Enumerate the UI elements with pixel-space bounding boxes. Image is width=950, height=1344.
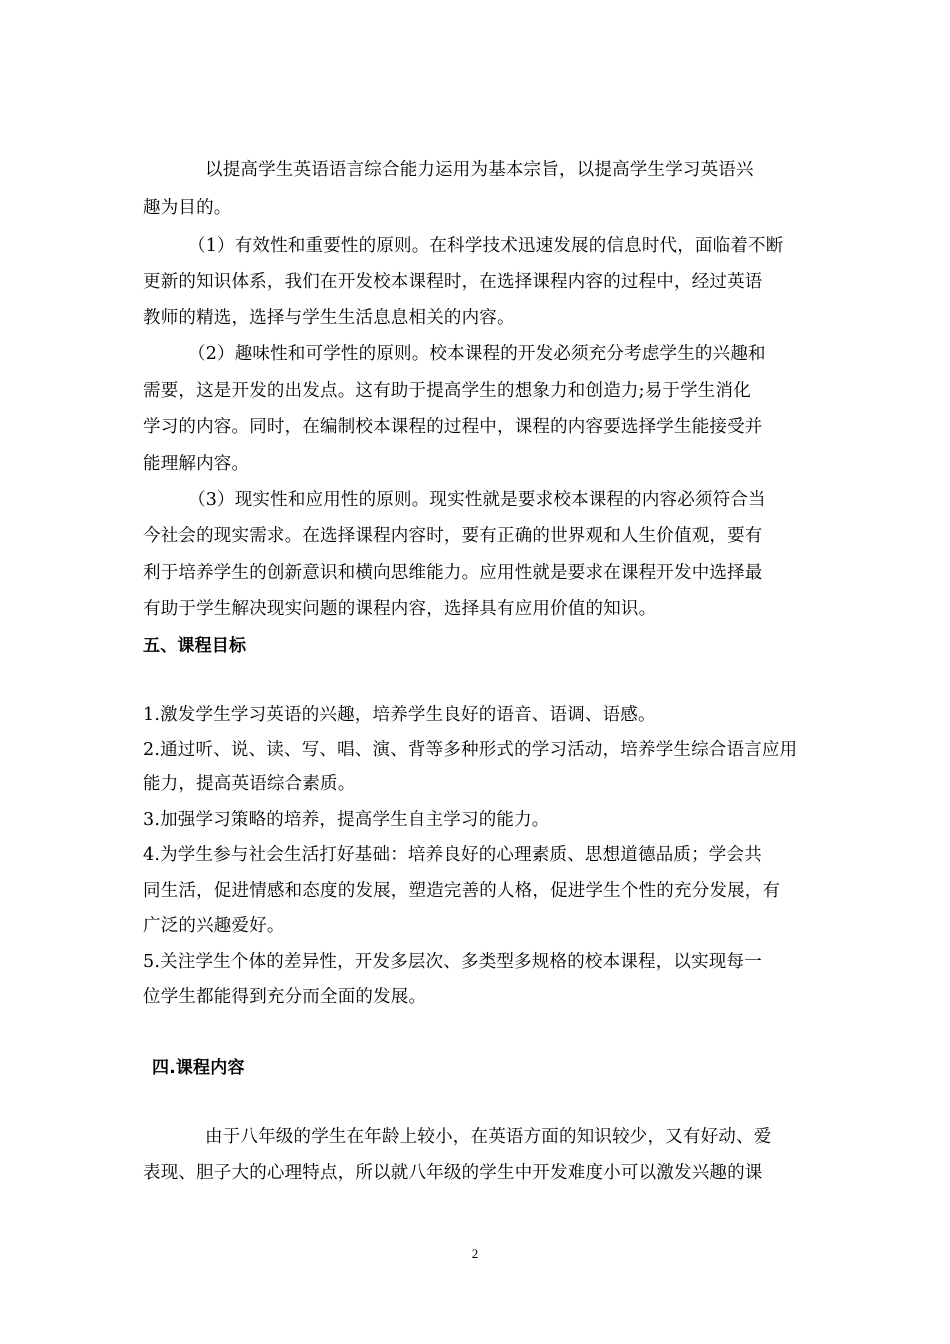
paragraph-line: 有助于学生解决现实问题的课程内容，选择具有应用价值的知识。 — [143, 599, 657, 619]
paragraph-line: 学习的内容。同时，在编制校本课程的过程中，课程的内容要选择学生能接受并 — [143, 417, 763, 437]
paragraph-line: 利于培养学生的创新意识和横向思维能力。应用性就是要求在课程开发中选择最 — [143, 563, 763, 583]
paragraph-line: （1）有效性和重要性的原则。在科学技术迅速发展的信息时代，面临着不断 — [188, 236, 784, 256]
paragraph-line: （2）趣味性和可学性的原则。校本课程的开发必须充分考虑学生的兴趣和 — [188, 344, 766, 364]
list-item: 3.加强学习策略的培养，提高学生自主学习的能力。 — [143, 810, 550, 830]
paragraph-line: 更新的知识体系，我们在开发校本课程时，在选择课程内容的过程中，经过英语 — [143, 272, 763, 292]
paragraph-line: 需要，这是开发的出发点。这有助于提高学生的想象力和创造力;易于学生消化 — [143, 381, 751, 401]
page-number: 2 — [471, 1246, 479, 1261]
paragraph-line: 能理解内容。 — [143, 454, 250, 474]
paragraph-line: 今社会的现实需求。在选择课程内容时，要有正确的世界观和人生价值观，要有 — [143, 526, 763, 546]
paragraph-line: 趣为目的。 — [143, 198, 232, 218]
paragraph-line: 以提高学生英语语言综合能力运用为基本宗旨，以提高学生学习英语兴 — [205, 160, 754, 180]
section-heading: 五、课程目标 — [143, 636, 247, 656]
list-item: 5.关注学生个体的差异性，开发多层次、多类型多规格的校本课程，以实现每一 — [143, 952, 762, 972]
list-item: 位学生都能得到充分而全面的发展。 — [143, 987, 427, 1007]
paragraph-line: 由于八年级的学生在年龄上较小，在英语方面的知识较少，又有好动、爱 — [205, 1127, 772, 1147]
paragraph-line: 表现、胆子大的心理特点，所以就八年级的学生中开发难度小可以激发兴趣的课 — [143, 1163, 763, 1183]
list-item: 广泛的兴趣爱好。 — [143, 916, 285, 936]
section-heading: 四.课程内容 — [152, 1058, 245, 1078]
list-item: 同生活，促进情感和态度的发展，塑造完善的人格，促进学生个性的充分发展，有 — [143, 881, 781, 901]
paragraph-line: 教师的精选，选择与学生生活息息相关的内容。 — [143, 308, 515, 328]
paragraph-line: （3）现实性和应用性的原则。现实性就是要求校本课程的内容必须符合当 — [188, 490, 766, 510]
list-item: 4.为学生参与社会生活打好基础：培养良好的心理素质、思想道德品质；学会共 — [143, 845, 762, 865]
list-item: 2.通过听、说、读、写、唱、演、背等多种形式的学习活动，培养学生综合语言应用 — [143, 740, 798, 760]
list-item: 能力，提高英语综合素质。 — [143, 774, 356, 794]
list-item: 1.激发学生学习英语的兴趣，培养学生良好的语音、语调、语感。 — [143, 705, 656, 725]
